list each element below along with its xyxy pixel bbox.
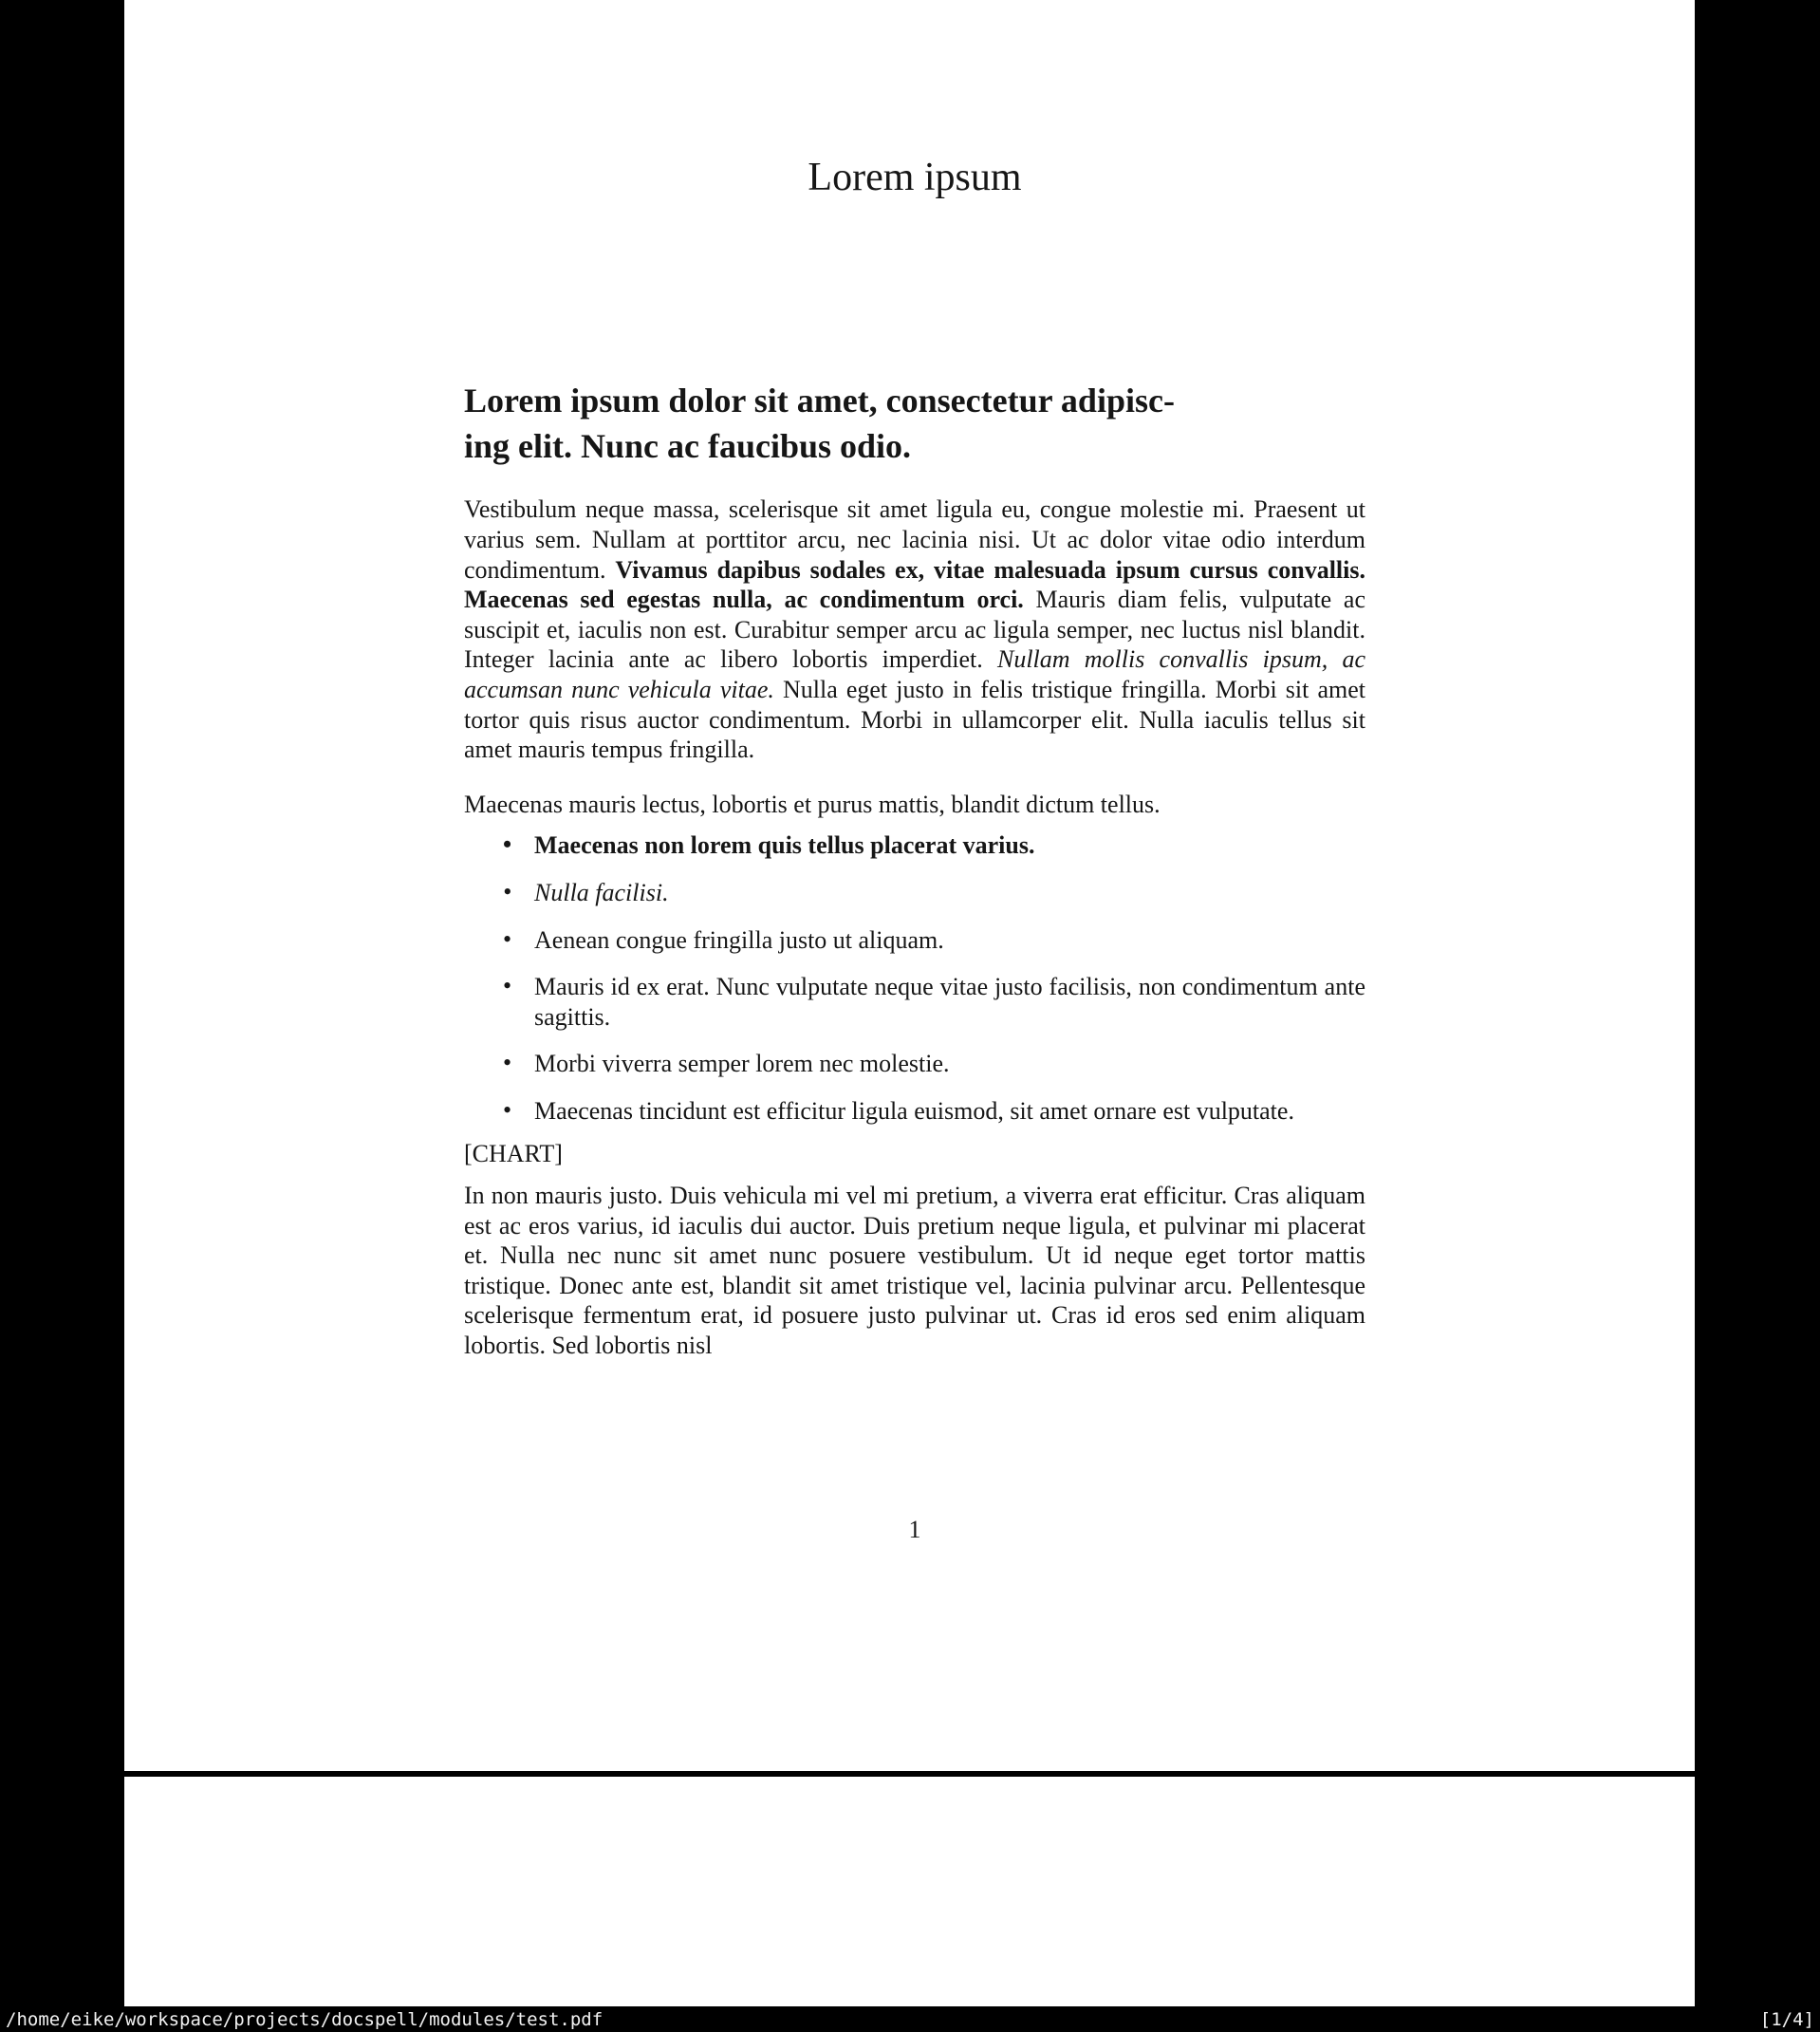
list-item — [503, 972, 1365, 1032]
pdf-page-2[interactable] — [124, 1777, 1695, 2006]
paragraph-1-segment: Mauris diam felis, vulputate ac suscipit et, iaculis non est. Curabitur semper arcu ac ligula semper, nec luctus nisl blandit. Integer lacinia ante ac libero lobortis imperdiet. — [464, 586, 1365, 674]
paragraph-3: In non mauris justo. Duis vehicula mi vel mi pretium, a viverra erat efficitur. Cras aliquam est ac eros varius, id iaculis dui auctor. Duis pretium neque ligula, et pulvinar mi placerat et. Nulla nec nunc sit amet nunc posuere vestibulum. Ut id neque eget tortor mattis tristique. Donec ante est, blandit sit amet tristique vel, lacinia pulvinar arcu. Pellentesque scelerisque fermentum erat, id posuere justo pulvinar ut. Cras id eros sed enim aliquam lobortis. Sed lobortis nisl — [464, 1182, 1365, 1360]
list-item — [503, 924, 1365, 956]
paragraph-1-segment: Vestibulum neque massa, scelerisque sit amet ligula eu, congue molestie mi. Praesent ut varius sem. Nullam at porttitor arcu, nec lacinia nisi. Ut ac dolor vitae odio interdum condimentum. — [464, 495, 1365, 584]
page-number: 1 — [908, 1516, 921, 1543]
section-heading-line-1: Lorem ipsum dolor sit amet, consectetur adipisc- — [464, 382, 1175, 420]
document-title: Lorem ipsum — [808, 156, 1022, 199]
paragraph-1-segment: Nulla eget justo in felis tristique fringilla. Morbi sit amet tortor quis risus auctor condimentum. Morbi in ullamcorper elit. Nulla iaculis tellus sit amet mauris tempus fringilla. — [464, 675, 1365, 764]
pdf-page-1[interactable] — [124, 0, 1695, 1771]
statusbar-file-path: /home/eike/workspace/projects/docspell/modules/test.pdf — [6, 2008, 604, 2030]
list-item-text: Morbi viverra semper lorem nec molestie. — [534, 1050, 950, 1078]
paragraph-1-segment-bold: Vivamus dapibus sodales ex, vitae malesuada ipsum cursus convallis. Maecenas sed egestas nulla, ac condimentum orci. — [464, 555, 1365, 614]
list-item-text: Nulla facilisi. — [534, 878, 669, 906]
bullet-icon: • — [503, 924, 512, 953]
paragraph-1 — [464, 494, 1365, 764]
paragraph-2: Maecenas mauris lectus, lobortis et purus mattis, blandit dictum tellus. — [464, 790, 1161, 818]
page-content — [464, 0, 1365, 1361]
list-item-text: Maecenas tincidunt est efficitur ligula euismod, sit amet ornare est vulputate. — [534, 1096, 1294, 1125]
list-item — [503, 1049, 1365, 1079]
section-heading-line-2: ing elit. Nunc ac faucibus odio. — [464, 427, 912, 466]
bullet-icon: • — [503, 972, 512, 1000]
bullet-list — [464, 830, 1365, 1126]
statusbar — [0, 2006, 1820, 2032]
section-heading — [464, 378, 1365, 469]
list-item-text: Maecenas non lorem quis tellus placerat varius. — [534, 831, 1035, 860]
bullet-icon: • — [503, 1049, 512, 1077]
list-item — [503, 830, 1365, 861]
bullet-icon: • — [503, 1095, 512, 1124]
list-item-text: Mauris id ex erat. Nunc vulputate neque vitae justo facilisis, non condimentum ante sagittis. — [534, 973, 1365, 1031]
bullet-icon: • — [503, 830, 512, 859]
list-item-text: Aenean congue fringilla justo ut aliquam. — [534, 925, 944, 954]
chart-placeholder: [CHART] — [464, 1140, 563, 1168]
list-item — [503, 877, 1365, 908]
bullet-icon: • — [503, 877, 512, 905]
paragraph-1-segment-italic: Nullam mollis convallis ipsum, ac accumsan nunc vehicula vitae. — [464, 645, 1365, 703]
statusbar-page-indicator: [1/4] — [1759, 2008, 1814, 2030]
list-item — [503, 1095, 1365, 1127]
